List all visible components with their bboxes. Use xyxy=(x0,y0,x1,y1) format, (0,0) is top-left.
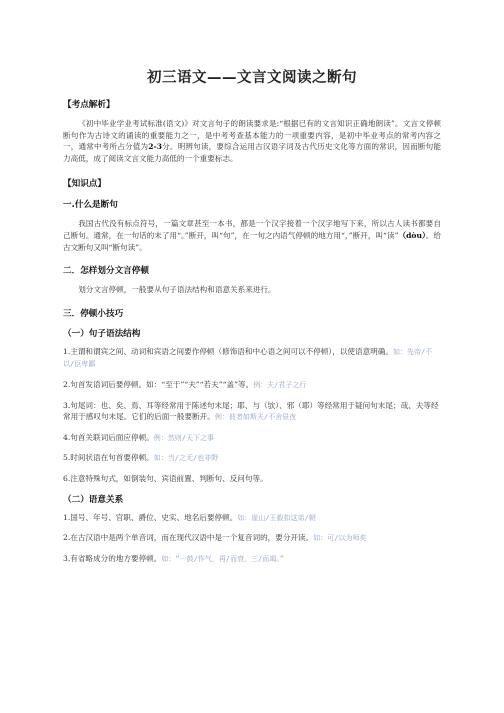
list-item-example: 如：先帝/不以/臣卑鄙 xyxy=(63,347,433,369)
subheading-what-is: 一.什么是断句 xyxy=(63,200,118,211)
pinyin-dou: （dòu） xyxy=(398,230,426,240)
what-is-text-b: 。给古文断句又叫“断句读”。 xyxy=(63,230,441,252)
subheading-meaning: （二）语意关系 xyxy=(63,494,124,505)
list-item xyxy=(63,553,441,566)
list-item-text: 3.有省略成分的地方要停顿。 xyxy=(63,553,162,563)
list-item xyxy=(63,473,441,485)
list-item-text: 2.句首发语词后要停顿。如：“至于”“夫”“若夫”“盖”等。 xyxy=(63,379,254,389)
list-item-example: 如：当/之无/也非野 xyxy=(153,454,219,463)
list-item xyxy=(63,379,441,392)
analysis-score: 2-3 xyxy=(148,142,162,152)
list-item-example: 如：“一鼓/作气，再/而衰，三/而竭。” xyxy=(161,554,284,563)
subheading-grammar: （一）句子语法结构 xyxy=(63,328,141,339)
page-title: 初三语文——文言文阅读之断句 xyxy=(147,70,357,86)
document-body xyxy=(63,98,441,573)
grammar-list xyxy=(63,346,441,485)
list-item-text: 4.句首关联词后面应停顿。 xyxy=(63,432,154,442)
list-item-text: 2.在古汉语中是两个单音词，而在现代汉语中是一个复音词的，要分开读。 xyxy=(63,533,314,543)
list-item xyxy=(63,432,441,445)
list-item-text: 3.句尾词：也、矣、焉、耳等经常用于陈述句末尾；耶、与（欤）、邪（耶）等经常用于疑问句末尾；哉、夫等经常用于感叹句末尾。它们的后面一般要断开。 xyxy=(63,400,439,422)
list-item-text: 6.注意特殊句式，如倒装句、宾语前置、判断句、反问句等。 xyxy=(63,473,268,483)
analysis-text-a: 《初中毕业学业考试标准(语文)》对文言句子的朗读要求是:“根据已有的文言知识正确地朗读”。文言文停顿断句作为古诗文的诵读的重要能力之一，是中考考查基本能力的一项重要内容，是初中毕业考点的常考内容之一，通常中考所占分值为 xyxy=(63,119,441,152)
list-item-example: 例：然则/天下之事 xyxy=(153,433,214,442)
analysis-paragraph xyxy=(63,118,441,164)
list-item xyxy=(63,532,441,545)
list-item-example: 例：彼者如斯夫/不舍昼夜 xyxy=(214,413,297,422)
list-item-text: 1.国号、年号、官职、爵位、史实、地名后要停顿。 xyxy=(63,512,238,522)
list-item-example: 如：可/以为师矣 xyxy=(313,534,367,543)
what-is-text-a: 我国古代没有标点符号，一篇文章甚至一本书，都是一个汉字接着一个汉字地写下来，所以古人读书都要自己断句。通常，在一句话的末了用“。”断开，叫“句”，在一句之内语气停顿的地方用“，”断开，叫“读” xyxy=(63,219,441,240)
section-heading-knowledge: 【知识点】 xyxy=(63,179,106,190)
list-item-text: 1.主谓和谓宾之间、动词和宾语之间要作停顿（修饰语和中心语之间可以不停顿），以使语意明确。 xyxy=(63,346,393,356)
list-item xyxy=(63,400,441,424)
meaning-list xyxy=(63,512,441,566)
subheading-tips: 三．停顿小技巧 xyxy=(63,308,124,319)
list-item-text: 5.时间状语在句首要停顿。 xyxy=(63,453,154,463)
list-item xyxy=(63,346,441,371)
list-item xyxy=(63,452,441,465)
section-heading-analysis: 【考点解析】 xyxy=(63,100,115,110)
what-is-paragraph xyxy=(63,218,441,253)
list-item-example: 例：夫/君子之行 xyxy=(253,380,307,389)
list-item-example: 如：崖山/王毅扣这弟/朝 xyxy=(237,513,316,522)
analysis-text-b: 分。明辨句读，要综合运用古汉语字词及古代历史文化等方面的常识，因而断句能力高低，成了阅读文言文能力高低的一个重要标志。 xyxy=(63,142,442,163)
subheading-how-to: 二．怎样划分文言停顿 xyxy=(63,266,149,277)
how-to-paragraph: 划分文言停顿，一般要从句子语法结构和语意关系来进行。 xyxy=(78,285,276,295)
list-item xyxy=(63,512,441,525)
